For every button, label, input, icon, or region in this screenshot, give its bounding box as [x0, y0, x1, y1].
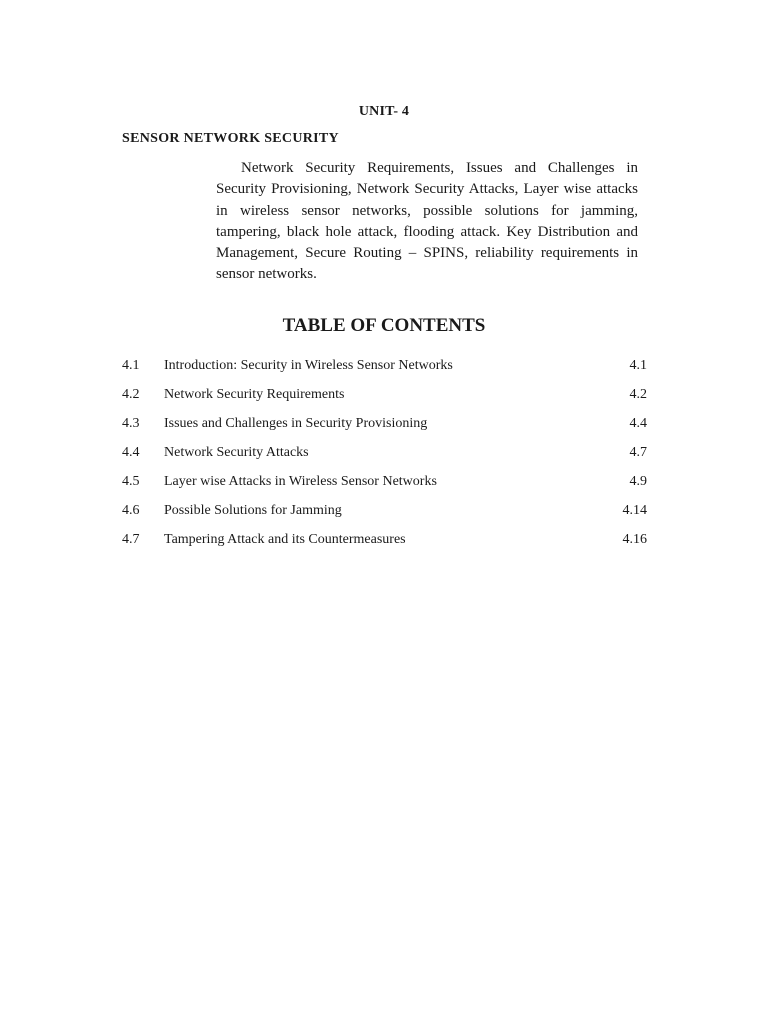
toc-entry-page: 4.1 — [629, 358, 647, 373]
toc-title: TABLE OF CONTENTS — [282, 315, 486, 336]
toc-entry — [122, 443, 647, 472]
section-title: SENSOR NETWORK SECURITY — [122, 131, 339, 146]
unit-heading: UNIT- 4 — [358, 104, 410, 119]
toc-entry — [122, 414, 647, 443]
toc-entry-number: 4.7 — [122, 532, 140, 547]
toc-entry-title: Possible Solutions for Jamming — [164, 503, 342, 518]
table-of-contents — [122, 356, 647, 559]
toc-entry-number: 4.1 — [122, 358, 140, 373]
toc-entry — [122, 501, 647, 530]
toc-entry-number: 4.6 — [122, 503, 140, 518]
toc-entry-page: 4.2 — [629, 387, 647, 402]
toc-entry — [122, 385, 647, 414]
toc-entry-title: Issues and Challenges in Security Provisioning — [164, 416, 428, 431]
unit-synopsis: Network Security Requirements, Issues and Challenges in Security Provisioning, Network Security Attacks, Layer wise attacks in wireless sensor networks, possible solutions for jamming, tampering, black hole attack, flooding attack. Key Distribution and Management, Secure Routing – SPINS, reliability requirements in sensor networks. — [216, 160, 638, 283]
toc-entry-title: Tampering Attack and its Countermeasures — [164, 532, 406, 547]
toc-entry — [122, 356, 647, 385]
toc-entry-number: 4.4 — [122, 445, 140, 460]
toc-entry-page: 4.16 — [622, 532, 647, 547]
toc-entry-page: 4.7 — [629, 445, 647, 460]
toc-entry-page: 4.14 — [622, 503, 647, 518]
toc-entry-number: 4.5 — [122, 474, 140, 489]
toc-entry-title: Network Security Attacks — [164, 445, 309, 460]
toc-entry-title: Network Security Requirements — [164, 387, 345, 402]
toc-entry-number: 4.2 — [122, 387, 140, 402]
toc-entry-page: 4.4 — [629, 416, 647, 431]
toc-entry-number: 4.3 — [122, 416, 140, 431]
toc-entry-title: Layer wise Attacks in Wireless Sensor Networks — [164, 474, 437, 489]
toc-entry — [122, 472, 647, 501]
toc-entry — [122, 530, 647, 559]
toc-entry-title: Introduction: Security in Wireless Sensor Networks — [164, 358, 453, 373]
toc-entry-page: 4.9 — [629, 474, 647, 489]
